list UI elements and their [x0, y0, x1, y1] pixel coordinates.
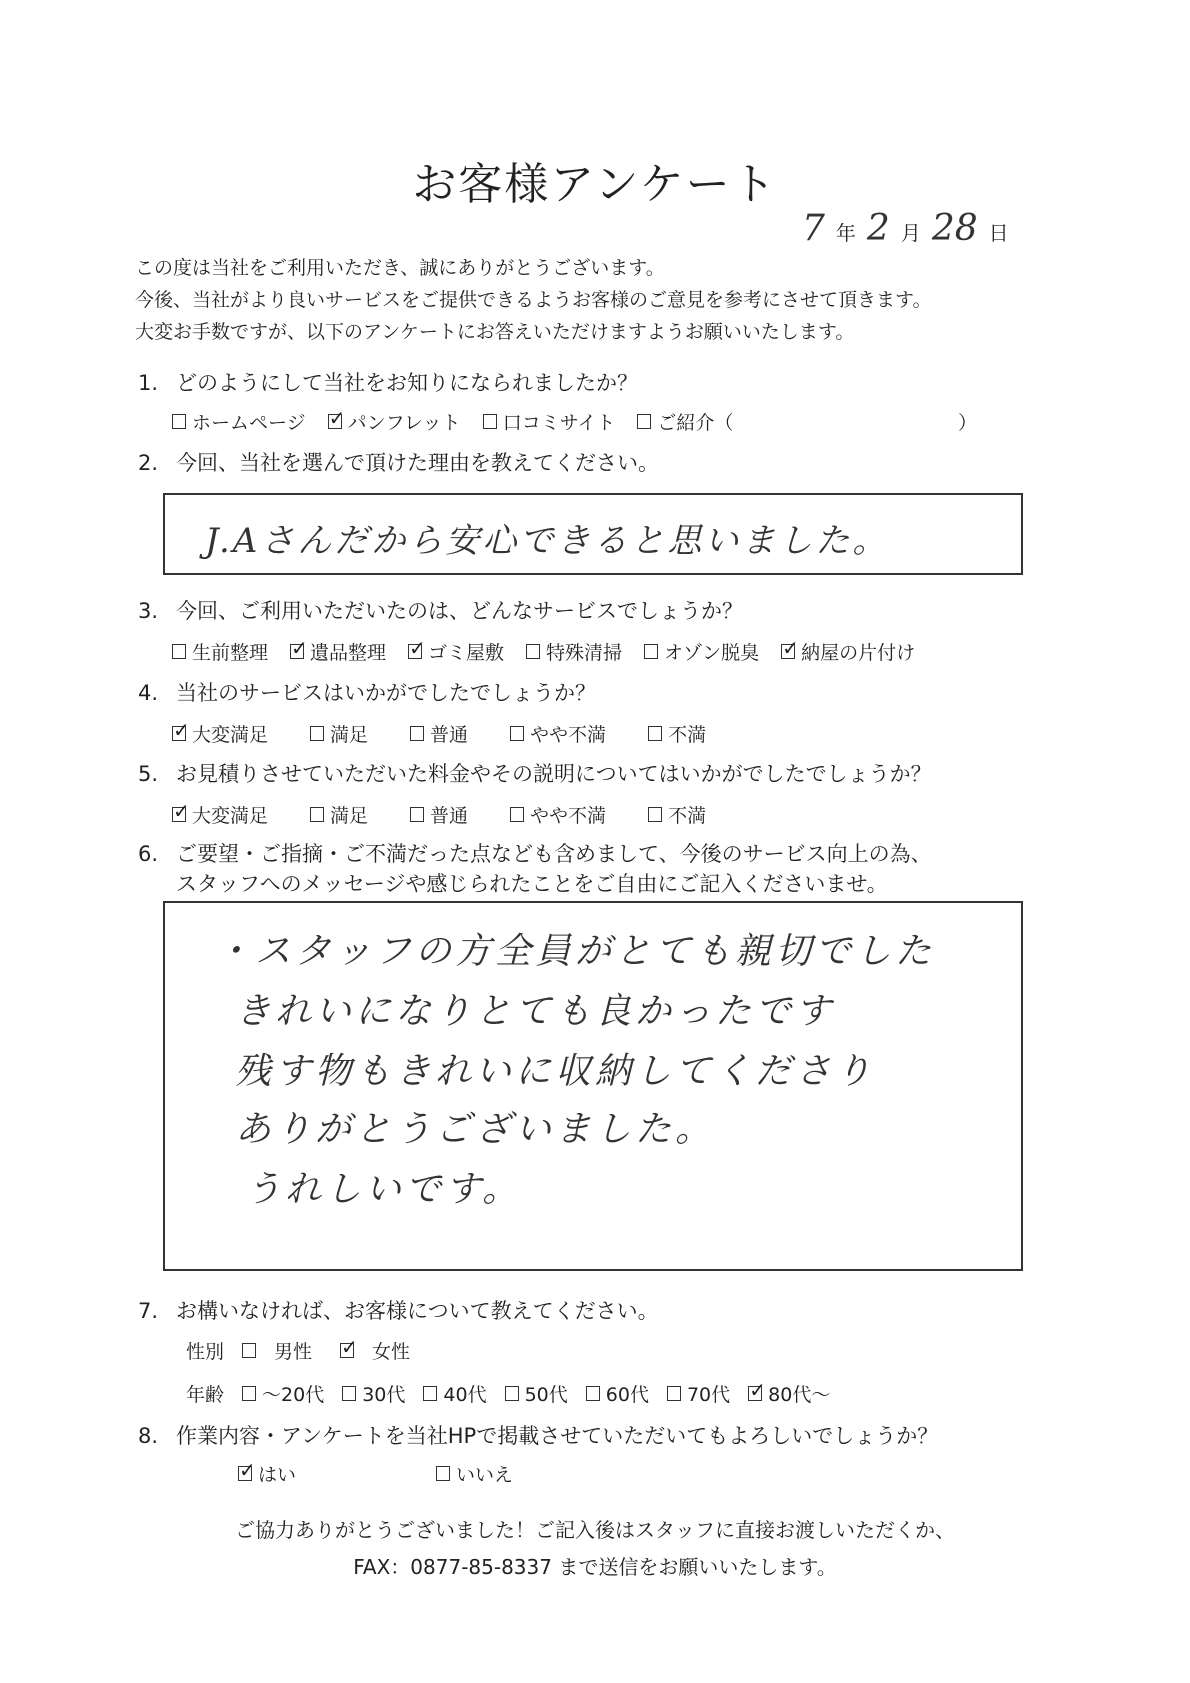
q3-option-special-cleaning[interactable]: 特殊清掃: [526, 638, 622, 665]
q6-answer-line-4: ありがとうございました。: [235, 1109, 716, 1150]
date-day: 28: [931, 208, 978, 249]
question-number: 3.: [138, 599, 159, 623]
question-number: 7.: [138, 1299, 159, 1323]
q3-options: [172, 638, 937, 665]
q4-option-satisfied[interactable]: 満足: [310, 720, 368, 747]
q7-age-row: [186, 1380, 852, 1407]
q1-option-referral[interactable]: ご紹介（: [637, 408, 733, 435]
age-label: 年齢: [186, 1384, 225, 1406]
checkbox[interactable]: [310, 726, 324, 741]
question-number: 1.: [138, 371, 159, 395]
q6-answer-box[interactable]: [163, 901, 1023, 1271]
question-text: 今回、当社を選んで頂けた理由を教えてください。: [176, 451, 659, 475]
q1-options: [172, 408, 755, 435]
intro-line-3: 大変お手数ですが、以下のアンケートにお答えいただけますようお願いいたします。: [135, 321, 855, 343]
checkbox[interactable]: [242, 1386, 256, 1401]
q4-options: [172, 720, 728, 747]
checkbox-checked[interactable]: [340, 1343, 354, 1358]
question-6-line-2: スタッフへのメッセージや感じられたことをご自由にご記入くださいませ。: [176, 872, 888, 896]
q5-option-somewhat-dissatisfied[interactable]: やや不満: [510, 801, 606, 828]
checkbox[interactable]: [342, 1386, 356, 1401]
intro-line-1: この度は当社をご利用いただき、誠にありがとうございます。: [135, 257, 665, 279]
question-text-line-1: ご要望・ご指摘・ご不満だった点なども含めまして、今後のサービス向上の為、: [176, 842, 932, 866]
q1-option-pamphlet[interactable]: ✓ パンフレット: [328, 408, 461, 435]
question-text: 当社のサービスはいかがでしたでしょうか？: [176, 681, 596, 705]
q1-close-paren: ）: [958, 412, 978, 434]
q6-answer-line-2: きれいになりとても良かったです: [235, 991, 836, 1032]
intro-line-2: 今後、当社がより良いサービスをご提供できるようお客様のご意見を参考にさせて頂きます。: [135, 289, 932, 311]
question-number: 4.: [138, 681, 159, 705]
q4-option-neutral[interactable]: 普通: [410, 720, 468, 747]
q5-option-satisfied[interactable]: 満足: [310, 801, 368, 828]
date-year: 7: [802, 208, 825, 249]
checkbox[interactable]: [510, 807, 524, 822]
question-number: 8.: [138, 1424, 159, 1448]
q5-option-dissatisfied[interactable]: 不満: [648, 801, 706, 828]
checkbox[interactable]: [526, 644, 540, 659]
checkbox-checked[interactable]: [408, 644, 422, 659]
question-text: お見積りさせていただいた料金やその説明についてはいかがでしたでしょうか？: [176, 762, 932, 786]
question-7: [138, 1295, 659, 1325]
date-year-label: 年: [835, 221, 856, 245]
gender-option-male[interactable]: 男性: [242, 1337, 312, 1364]
checkbox[interactable]: [637, 414, 651, 429]
question-8: [138, 1420, 938, 1450]
checkbox-checked[interactable]: [328, 414, 342, 429]
q4-option-somewhat-dissatisfied[interactable]: やや不満: [510, 720, 606, 747]
date-month-label: 月: [900, 221, 921, 245]
age-option-80s-plus[interactable]: ✓ 80代～: [748, 1380, 830, 1407]
checkbox[interactable]: [505, 1386, 519, 1401]
checkbox[interactable]: [436, 1466, 450, 1481]
gender-label: 性別: [186, 1341, 225, 1363]
question-text: どのようにして当社をお知りになられましたか？: [176, 371, 638, 395]
q3-option-hoarder-house[interactable]: ✓ ゴミ屋敷: [408, 638, 504, 665]
gender-option-female[interactable]: ✓ 女性: [340, 1337, 410, 1364]
checkbox-checked[interactable]: [781, 644, 795, 659]
question-1: [138, 367, 638, 397]
question-number: 6.: [138, 842, 159, 866]
age-option-50s[interactable]: 50代: [505, 1380, 568, 1407]
checkbox[interactable]: [667, 1386, 681, 1401]
question-number: 2.: [138, 451, 159, 475]
checkbox-checked[interactable]: [238, 1466, 252, 1481]
date-month: 2: [866, 208, 890, 249]
page-title: お客様アンケート: [412, 159, 778, 210]
checkbox-checked[interactable]: [290, 644, 304, 659]
checkbox[interactable]: [423, 1386, 437, 1401]
q7-gender-row: [186, 1337, 432, 1364]
checkbox[interactable]: [510, 726, 524, 741]
question-5: [138, 758, 932, 788]
q5-option-very-satisfied[interactable]: ✓ 大変満足: [172, 801, 268, 828]
question-text: 今回、ご利用いただいたのは、どんなサービスでしょうか？: [176, 599, 743, 623]
q2-answer-box[interactable]: [163, 493, 1023, 575]
checkbox[interactable]: [586, 1386, 600, 1401]
q1-option-review-site[interactable]: 口コミサイト: [483, 408, 616, 435]
age-option-30s[interactable]: 30代: [342, 1380, 405, 1407]
date-field[interactable]: [802, 208, 1013, 249]
q4-option-dissatisfied[interactable]: 不満: [648, 720, 706, 747]
checkbox[interactable]: [483, 414, 497, 429]
q2-answer-text: J.Aさんだから安心できると思いました。: [205, 521, 890, 561]
question-2: [138, 447, 659, 477]
q8-options: [238, 1460, 535, 1487]
checkbox-checked[interactable]: [748, 1386, 762, 1401]
checkbox[interactable]: [310, 807, 324, 822]
q6-answer-line-5: うれしいです。: [245, 1169, 523, 1210]
question-3: [138, 595, 743, 625]
date-day-label: 日: [988, 221, 1009, 245]
question-number: 5.: [138, 762, 159, 786]
age-option-70s[interactable]: 70代: [667, 1380, 730, 1407]
q1-option-homepage[interactable]: ホームページ: [172, 408, 306, 435]
question-6: [138, 838, 932, 868]
q4-option-very-satisfied[interactable]: ✓ 大変満足: [172, 720, 268, 747]
q3-option-pre-death-cleanup[interactable]: 生前整理: [172, 638, 268, 665]
q8-option-no[interactable]: いいえ: [436, 1460, 513, 1487]
checkbox[interactable]: [410, 726, 424, 741]
checkbox-checked[interactable]: [172, 807, 186, 822]
checkbox[interactable]: [242, 1343, 256, 1358]
checkbox[interactable]: [644, 644, 658, 659]
q6-answer-line-1: ・スタッフの方全員がとても親切でした: [215, 931, 936, 972]
footer-line-2: FAX：0877-85-8337 まで送信をお願いいたします。: [353, 1555, 837, 1579]
age-option-40s[interactable]: 40代: [423, 1380, 486, 1407]
checkbox[interactable]: [648, 807, 662, 822]
q5-options: [172, 801, 728, 828]
question-4: [138, 677, 596, 707]
q3-option-barn-cleanup[interactable]: ✓ 納屋の片付け: [781, 638, 915, 665]
q5-option-neutral[interactable]: 普通: [410, 801, 468, 828]
age-option-60s[interactable]: 60代: [586, 1380, 649, 1407]
checkbox-checked[interactable]: [172, 726, 186, 741]
checkbox[interactable]: [172, 414, 186, 429]
age-option-under-20[interactable]: ～20代: [242, 1380, 324, 1407]
q3-option-estate-cleanup[interactable]: ✓ 遺品整理: [290, 638, 386, 665]
checkbox[interactable]: [410, 807, 424, 822]
checkbox[interactable]: [648, 726, 662, 741]
question-text: お構いなければ、お客様について教えてください。: [176, 1299, 659, 1323]
q6-answer-line-3: 残す物もきれいに収納してくださり: [235, 1051, 876, 1092]
question-text: 作業内容・アンケートを当社HPで掲載させていただいてもよろしいでしょうか？: [176, 1424, 939, 1448]
q3-option-ozone-deodorize[interactable]: オゾン脱臭: [644, 638, 759, 665]
footer-line-1: ご協力ありがとうございました！ご記入後はスタッフに直接お渡しいただくか、: [235, 1518, 955, 1542]
checkbox[interactable]: [172, 644, 186, 659]
q8-option-yes[interactable]: ✓ はい: [238, 1460, 296, 1487]
